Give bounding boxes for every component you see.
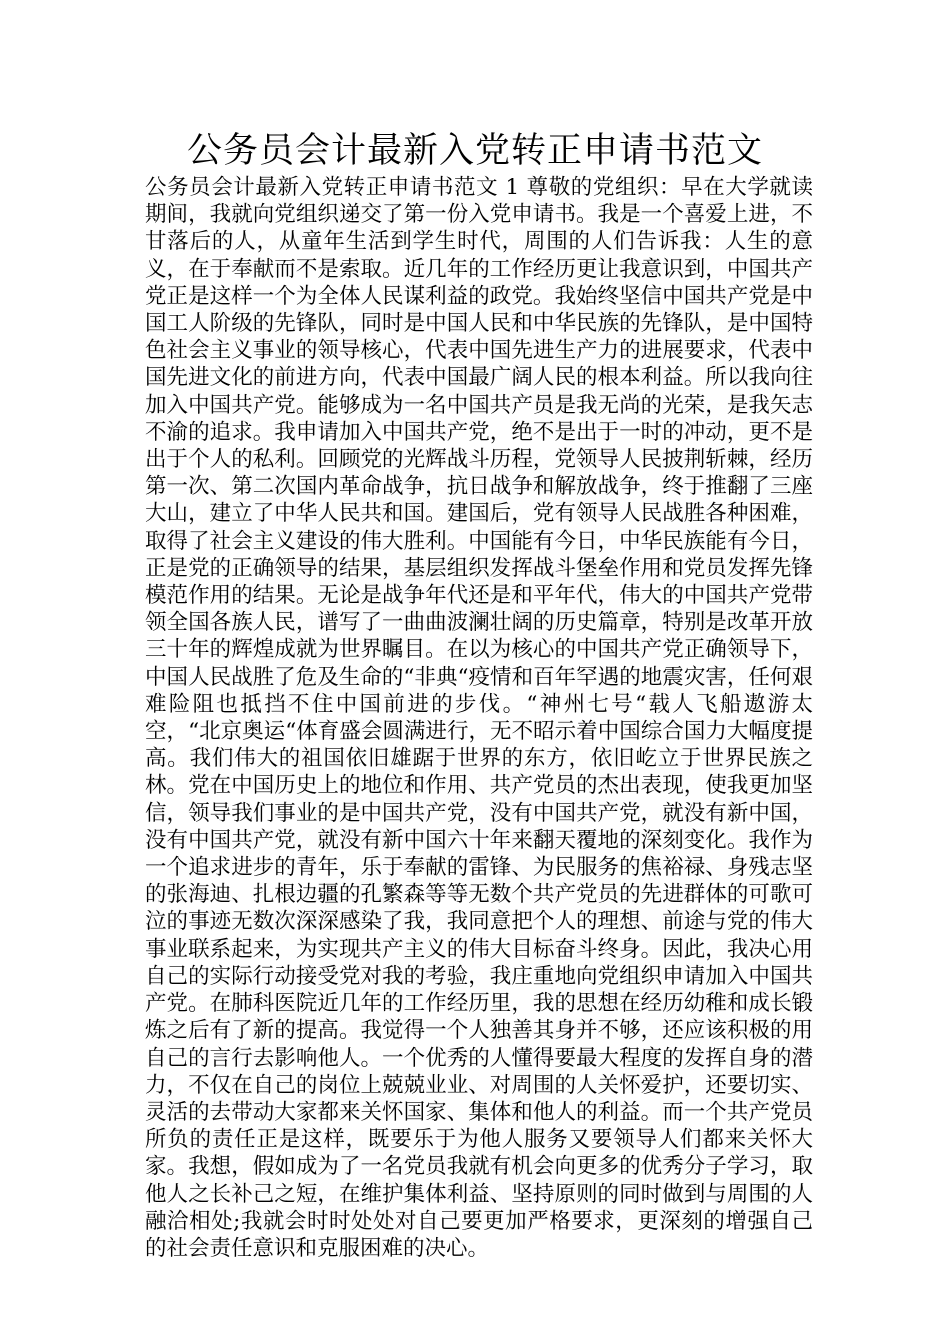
document-body-text: 公务员会计最新入党转正申请书范文 1 尊敬的党组织：早在大学就读期间，我就向党组织递交了第一份入党申请书。我是一个喜爱上进，不甘落后的人，从童年生活到学生时代，周围的人们告诉我：人生的意义，在于奉献而不是索取。近几年的工作经历更让我意识到，中国共产党正是这样一个为全体人民谋利益的政党。我始终坚信中国共产党是中国工人阶级的先锋队，同时是中国人民和中华民族的先锋队，是中国特色社会主义事业的领导核心，代表中国先进生产力的进展要求，代表中国先进文化的前进方向，代表中国最广阔人民的根本利益。所以我向往加入中国共产党。能够成为一名中国共产员是我无尚的光荣，是我矢志不渝的追求。我申请加入中国共产党，绝不是出于一时的冲动，更不是出于个人的私利。回顾党的光辉战斗历程，党领导人民披荆斩棘，经历第一次、第二次国内革命战争，抗日战争和解放战争，终于推翻了三座大山，建立了中华人民共和国。建国后，党有领导人民战胜各种困难，取得了社会主义建设的伟大胜利。中国能有今日，中华民族能有今日，正是党的正确领导的结果，基层组织发挥战斗堡垒作用和党员发挥先锋模范作用的结果。无论是战争年代还是和平年代，伟大的中国共产党带领全国各族人民，谱写了一曲曲波澜壮阔的历史篇章，特别是改革开放三十年的辉煌成就为世界瞩目。在以为核心的中国共产党正确领导下，中国人民战胜了危及生命的“非典“疫情和百年罕遇的地震灾害，任何艰难险阻也抵挡不住中国前进的步伐。“神州七号“载人飞船遨游太空，“北京奥运“体育盛会圆满进行，无不昭示着中国综合国力大幅度提高。我们伟大的祖国依旧雄踞于世界的东方，依旧屹立于世界民族之林。党在中国历史上的地位和作用、共产党员的杰出表现，使我更加坚信，领导我们事业的是中国共产党，没有中国共产党，就没有新中国，没有中国共产党，就没有新中国六十年来翻天覆地的深刻变化。我作为一个追求进步的青年，乐于奉献的雷锋、为民服务的焦裕禄、身残志坚的张海迪、扎根边疆的孔繁森等等无数个共产党员的先进群体的可歌可泣的事迹无数次深深感染了我，我同意把个人的理想、前途与党的伟大事业联系起来，为实现共产主义的伟大目标奋斗终身。因此，我决心用自己的实际行动接受党对我的考验，我庄重地向党组织申请加入中国共产党。在肺科医院近几年的工作经历里，我的思想在经历幼稚和成长锻炼之后有了新的提高。我觉得一个人独善其身并不够，还应该积极的用自己的言行去影响他人。一个优秀的人懂得要最大程度的发挥自身的潜力，不仅在自己的岗位上兢兢业业、对周围的人关怀爱护，还要切实、灵活的去带动大家都来关怀国家、集体和他人的利益。而一个共产党员所负的责任正是这样，既要乐于为他人服务又要领导人们都来关怀大家。我想，假如成为了一名党员我就有机会向更多的优秀分子学习，取他人之长补己之短，在维护集体利益、坚持原则的同时做到与周围的人融洽相处;我就会时时处处对自己要更加严格要求，更深刻的增强自己的社会责任意识和克服困难的决心。: [145, 175, 813, 1261]
document-title: 公务员会计最新入党转正申请书范文: [186, 131, 763, 171]
